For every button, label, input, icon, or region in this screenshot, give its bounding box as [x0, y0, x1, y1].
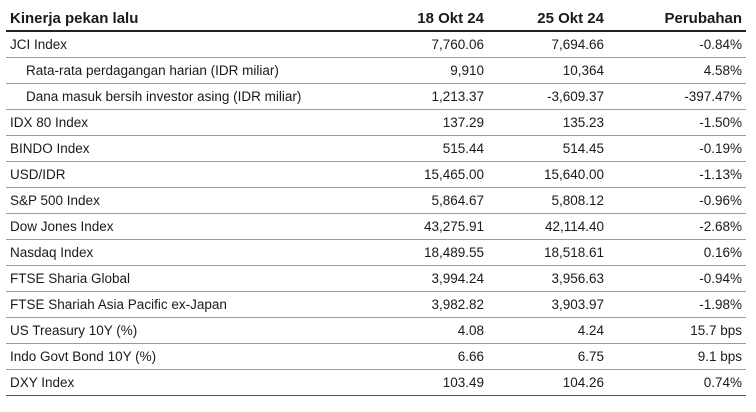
row-label: Nasdaq Index — [6, 240, 364, 266]
row-label: Rata-rata perdagangan harian (IDR miliar) — [6, 58, 364, 84]
value-date-2: 3,903.97 — [488, 292, 608, 318]
value-date-1: 103.49 — [364, 370, 488, 396]
row-label: S&P 500 Index — [6, 188, 364, 214]
value-date-1: 515.44 — [364, 136, 488, 162]
table-header-row — [6, 6, 746, 31]
row-label: Dow Jones Index — [6, 214, 364, 240]
value-date-2: -3,609.37 — [488, 84, 608, 110]
row-label: FTSE Shariah Asia Pacific ex-Japan — [6, 292, 364, 318]
value-date-1: 3,982.82 — [364, 292, 488, 318]
value-change: -1.13% — [608, 162, 746, 188]
value-date-2: 135.23 — [488, 110, 608, 136]
value-date-2: 15,640.00 — [488, 162, 608, 188]
row-label: FTSE Sharia Global — [6, 266, 364, 292]
value-date-1: 6.66 — [364, 344, 488, 370]
value-date-2: 6.75 — [488, 344, 608, 370]
value-date-2: 3,956.63 — [488, 266, 608, 292]
weekly-performance-table — [6, 6, 746, 396]
table-title: Kinerja pekan lalu — [6, 6, 364, 31]
value-date-2: 104.26 — [488, 370, 608, 396]
table-row — [6, 370, 746, 396]
row-label: Dana masuk bersih investor asing (IDR miliar) — [6, 84, 364, 110]
value-date-1: 137.29 — [364, 110, 488, 136]
value-date-1: 5,864.67 — [364, 188, 488, 214]
table-row — [6, 110, 746, 136]
row-label: Indo Govt Bond 10Y (%) — [6, 344, 364, 370]
value-change: -397.47% — [608, 84, 746, 110]
table-row — [6, 84, 746, 110]
value-change: 0.16% — [608, 240, 746, 266]
value-date-1: 1,213.37 — [364, 84, 488, 110]
table-row — [6, 31, 746, 58]
table-row — [6, 266, 746, 292]
table-row — [6, 344, 746, 370]
value-date-1: 43,275.91 — [364, 214, 488, 240]
value-date-1: 15,465.00 — [364, 162, 488, 188]
table-row — [6, 318, 746, 344]
table-row — [6, 188, 746, 214]
row-label: USD/IDR — [6, 162, 364, 188]
value-date-1: 3,994.24 — [364, 266, 488, 292]
value-change: 4.58% — [608, 58, 746, 84]
value-date-2: 5,808.12 — [488, 188, 608, 214]
column-header-change: Perubahan — [608, 6, 746, 31]
table-row — [6, 136, 746, 162]
value-date-2: 4.24 — [488, 318, 608, 344]
table-row — [6, 240, 746, 266]
row-label: IDX 80 Index — [6, 110, 364, 136]
value-date-1: 18,489.55 — [364, 240, 488, 266]
value-change: 15.7 bps — [608, 318, 746, 344]
value-date-2: 42,114.40 — [488, 214, 608, 240]
table-row — [6, 292, 746, 318]
value-date-1: 4.08 — [364, 318, 488, 344]
row-label: JCI Index — [6, 31, 364, 58]
value-change: -0.84% — [608, 31, 746, 58]
value-change: -1.50% — [608, 110, 746, 136]
value-change: -1.98% — [608, 292, 746, 318]
value-change: -2.68% — [608, 214, 746, 240]
table-row — [6, 214, 746, 240]
value-change: -0.19% — [608, 136, 746, 162]
value-date-2: 18,518.61 — [488, 240, 608, 266]
table-row — [6, 162, 746, 188]
value-date-1: 9,910 — [364, 58, 488, 84]
value-date-1: 7,760.06 — [364, 31, 488, 58]
column-header-date-2: 25 Okt 24 — [488, 6, 608, 31]
table-row — [6, 58, 746, 84]
row-label: DXY Index — [6, 370, 364, 396]
value-change: 9.1 bps — [608, 344, 746, 370]
value-date-2: 10,364 — [488, 58, 608, 84]
value-change: -0.96% — [608, 188, 746, 214]
value-date-2: 514.45 — [488, 136, 608, 162]
value-change: 0.74% — [608, 370, 746, 396]
column-header-date-1: 18 Okt 24 — [364, 6, 488, 31]
table-body — [6, 31, 746, 396]
row-label: US Treasury 10Y (%) — [6, 318, 364, 344]
row-label: BINDO Index — [6, 136, 364, 162]
value-change: -0.94% — [608, 266, 746, 292]
value-date-2: 7,694.66 — [488, 31, 608, 58]
